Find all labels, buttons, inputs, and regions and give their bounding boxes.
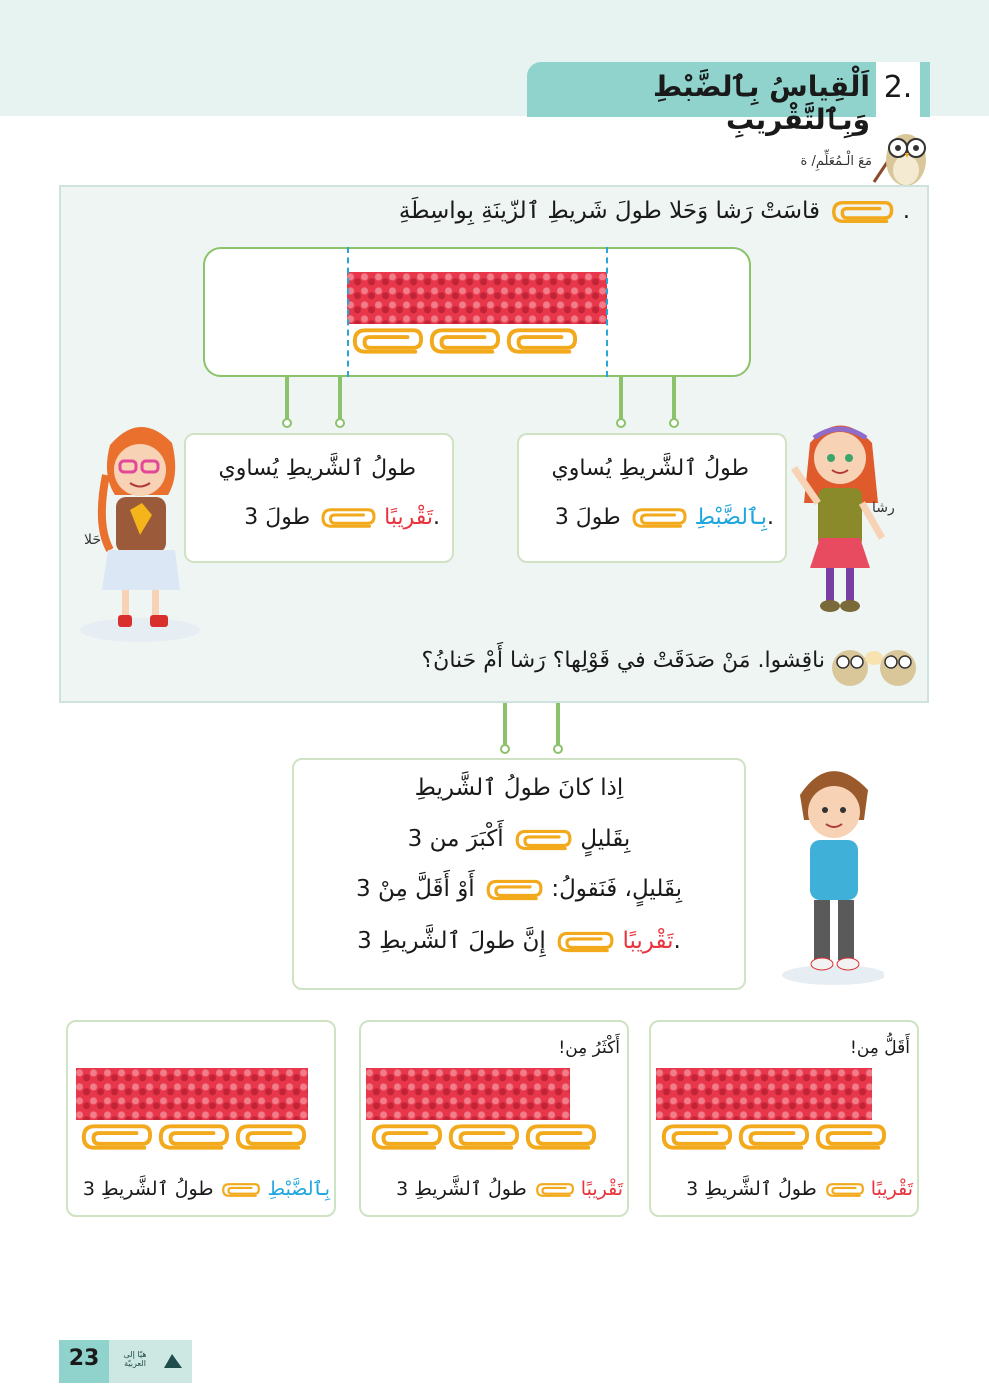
card-result-prefix: طولُ ٱلشَّريطِ 3	[396, 1178, 527, 1200]
paper-clip-icon	[219, 1181, 261, 1199]
card-result	[655, 1178, 913, 1200]
explanation-line2	[292, 826, 746, 852]
explanation-less-than: أَوْ أَقَلَّ مِنْ 3	[356, 876, 475, 902]
hala-statement-line1: طولُ ٱلشَّريطِ يُساوي	[218, 456, 416, 481]
paper-clip-icon	[553, 930, 615, 954]
intro-sentence	[380, 198, 910, 225]
explanation-length-is: إِنَّ طولَ ٱلشَّريطِ 3	[357, 928, 546, 954]
intro-period: .	[902, 198, 910, 224]
paper-clip-icon	[355, 330, 421, 351]
hala-approx-word: تَقْريبًا	[384, 505, 433, 530]
rasha-exact-word: بِٱلضَّبْطِ	[694, 505, 767, 530]
card-result-prefix: طولُ ٱلشَّريطِ 3	[686, 1178, 817, 1200]
connector-line	[556, 703, 560, 745]
rasha-statement-line1: طولُ ٱلشَّريطِ يُساوي	[551, 456, 749, 481]
card-result	[70, 1178, 330, 1200]
explanation-line1: اِذا كانَ طولُ ٱلشَّريطِ	[414, 775, 624, 801]
card-label: أَقَلُّ مِن!	[850, 1038, 910, 1058]
rasha-statement-line2	[520, 505, 774, 530]
hala-statement-line2	[200, 505, 440, 530]
connector-line	[285, 377, 289, 419]
brand-logo-text: هيّا إلى العربيّة	[123, 1350, 147, 1368]
hala-period: .	[433, 505, 440, 530]
paper-clip-icon	[509, 330, 575, 351]
paper-clip-icon	[827, 199, 895, 225]
explanation-slightly: بِقَليلٍ	[580, 826, 631, 852]
hala-speech-box	[184, 433, 454, 563]
connector-line	[672, 377, 676, 419]
card-ribbon	[656, 1068, 872, 1120]
rasha-length-prefix: طولَ 3	[554, 505, 621, 530]
connector-line	[503, 703, 507, 745]
card-ribbon	[76, 1068, 308, 1120]
hala-name-label: حَلا	[84, 532, 102, 548]
explanation-approx-word: تَقْريبًا	[622, 928, 674, 954]
connector-ring	[669, 418, 679, 428]
ribbon-end-marker	[606, 247, 608, 377]
explanation-more-than: أَكْبَرَ من 3	[407, 826, 504, 852]
paper-clip-icon	[628, 506, 688, 530]
connector-ring	[616, 418, 626, 428]
intro-text: قاسَتْ رَشا وَحَلا طولَ شَريطِ ٱلزّينَةِ بِواسِطَةِ	[398, 198, 821, 224]
ribbon	[347, 272, 607, 324]
owl-teacher-icon	[870, 122, 936, 190]
connector-line	[619, 377, 623, 419]
discussion-question: ناقِشوا. مَنْ صَدَقَتْ في قَوْلِها؟ رَشا أَمْ حَنانُ؟	[421, 648, 825, 673]
card-ribbon	[366, 1068, 570, 1120]
card-result-word: بِٱلضَّبْطِ	[267, 1178, 330, 1200]
connector-ring	[500, 744, 510, 754]
card-result-word: تَقْريبًا	[870, 1178, 913, 1200]
paper-clip-icon	[823, 1181, 865, 1199]
card-result-word: تَقْريبًا	[580, 1178, 623, 1200]
section-title: اَلْقِياسُ بِٱلضَّبْطِ وَبِٱلتَّقْريبِ	[652, 70, 870, 136]
section-accent-strip	[920, 62, 930, 117]
explanation-line3	[292, 876, 746, 902]
boy-illustration	[780, 750, 884, 990]
paper-clip-row	[656, 1122, 888, 1152]
hala-girl-illustration	[80, 415, 204, 645]
section-number: 2.	[883, 70, 913, 105]
paper-clip-icon	[482, 878, 544, 902]
connector-line	[338, 377, 342, 419]
connector-ring	[282, 418, 292, 428]
teacher-label: مَعَ الْـمُعَلِّمِ/ ة	[800, 154, 872, 169]
paper-clip-row	[347, 326, 579, 356]
hala-length-prefix: طولَ 3	[244, 505, 311, 530]
connector-ring	[335, 418, 345, 428]
card-result	[365, 1178, 623, 1200]
paper-clip-row	[366, 1122, 598, 1152]
paper-clip-row	[76, 1122, 308, 1152]
ribbon-start-marker	[347, 247, 349, 377]
page-number: 23	[68, 1346, 100, 1371]
brand-logo-icon	[160, 1348, 186, 1374]
paper-clip-icon	[432, 330, 498, 351]
owls-discussion-icon	[828, 640, 918, 688]
explanation-line4	[292, 928, 746, 954]
explanation-period: .	[673, 928, 681, 954]
paper-clip-icon	[511, 828, 573, 852]
card-result-prefix: طولُ ٱلشَّريطِ 3	[82, 1178, 214, 1200]
paper-clip-icon	[533, 1181, 575, 1199]
connector-ring	[553, 744, 563, 754]
explanation-we-say: بِقَليلٍ، فَنَقولُ:	[551, 876, 682, 902]
rasha-period: .	[767, 505, 774, 530]
rasha-speech-box	[517, 433, 787, 563]
rasha-name-label: رشا	[872, 500, 895, 516]
card-label: أَكْثَرُ مِن!	[558, 1038, 620, 1058]
paper-clip-icon	[317, 506, 377, 530]
